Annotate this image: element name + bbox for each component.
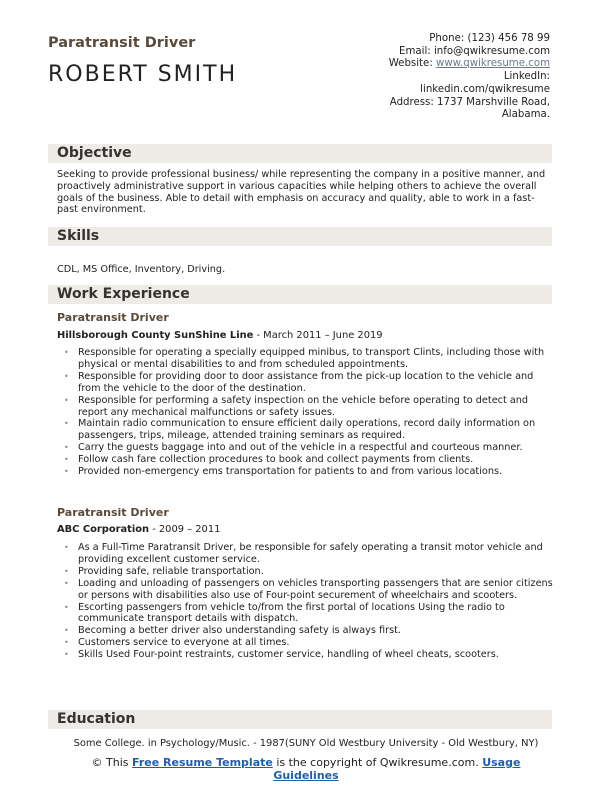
skills-text: CDL, MS Office, Inventory, Driving.: [57, 264, 226, 275]
list-item: • Responsible for providing door to door assistance from the pick-up location to the vehicle and from the vehicle to the door of the destination.: [57, 371, 557, 395]
contact-address-2: Alabama.: [501, 109, 550, 121]
footer-prefix: © This: [91, 756, 133, 769]
job-1-dates: - March 2011 – June 2019: [253, 330, 383, 341]
contact-address: Address: 1737 Marshville Road,: [389, 96, 550, 108]
list-item: • Loading and unloading of passengers on vehicles transporting passengers that are senior citizens or persons with disabilities also use of Four-point securement of wheelchairs and scooters.: [57, 578, 557, 602]
list-item: • Follow cash fare collection procedures to book and collect payments from clients.: [57, 454, 557, 466]
contact-linkedin: linkedin.com/qwikresume: [420, 83, 550, 95]
footer-middle: is the copyright of Qwikresume.com.: [272, 756, 483, 769]
work-experience-header: [48, 285, 552, 304]
objective-header: [48, 144, 552, 163]
skills-heading: Skills: [57, 228, 100, 244]
education-heading: Education: [57, 711, 136, 727]
contact-phone: Phone: (123) 456 78 99: [429, 33, 550, 44]
job-2-dates: - 2009 – 2011: [149, 524, 221, 535]
list-item: • Responsible for operating a specially equipped minibus, to transport Clints, including those with physical or mental disabilities to and from scheduled appointments.: [57, 347, 557, 371]
list-item: • Customers service to everyone at all times.: [57, 637, 557, 649]
list-item: • Providing safe, reliable transportation.: [57, 566, 557, 578]
job-1-title: Paratransit Driver: [57, 311, 169, 324]
job-1-bullets: [57, 347, 557, 478]
objective-text: Seeking to provide professional business/ while representing the company in a positive manner, and proactively administrative support in various capacities while helping others to achieve the overall goals of the business. Able to detail with emphasis on accuracy and quality, able to work in a fast-past environment.: [57, 169, 546, 216]
work-experience-heading: Work Experience: [57, 286, 190, 302]
candidate-name: ROBERT SMITH: [48, 62, 238, 87]
list-item: • Becoming a better driver also understanding safety is always first.: [57, 625, 557, 637]
job-2-bullets: [57, 542, 557, 661]
contact-website: [330, 58, 550, 71]
free-resume-template-link[interactable]: Free Resume Template: [132, 756, 273, 769]
list-item: • Escorting passengers from vehicle to/from the first portal of locations Using the radio to communicate transport details with dispatch.: [57, 602, 557, 626]
education-text: Some College. in Psychology/Music. - 1987(SUNY Old Westbury University - Old Westbury, NY): [73, 738, 539, 749]
list-item: • Maintain radio communication to ensure efficient daily operations, record daily information on passengers, trips, mileage, attended training seminars as required.: [57, 418, 557, 442]
copyright-footer: [60, 756, 552, 782]
job-2-title: Paratransit Driver: [57, 506, 169, 519]
job-1-employer-line: [57, 330, 383, 341]
job-2-employer-line: [57, 524, 220, 535]
list-item: • Skills Used Four-point restraints, customer service, handling of wheel cheats, scooters.: [57, 649, 557, 661]
job-title: Paratransit Driver: [48, 35, 196, 51]
website-label: Website:: [388, 58, 436, 70]
list-item: • Responsible for performing a safety inspection on the vehicle before operating to detect and report any mechanical malfunctions or safety issues.: [57, 395, 557, 419]
list-item: • Provided non-emergency ems transportation for patients to and from various locations.: [57, 466, 557, 478]
website-link[interactable]: www.qwikresume.com: [435, 58, 550, 70]
job-2-employer: ABC Corporation: [57, 524, 150, 535]
contact-linkedin-label: LinkedIn:: [503, 71, 550, 83]
job-1-employer: Hillsborough County SunShine Line: [57, 330, 254, 341]
list-item: • As a Full-Time Paratransit Driver, be responsible for safely operating a transit motor vehicle and providing excellent customer service.: [57, 542, 557, 566]
contact-block: [330, 33, 550, 122]
education-header: [48, 710, 552, 729]
list-item: • Carry the guests baggage into and out of the vehicle in a respectful and courteous manner.: [57, 442, 557, 454]
contact-email: Email: info@qwikresume.com: [399, 45, 550, 57]
objective-heading: Objective: [57, 145, 132, 161]
skills-header: [48, 227, 552, 246]
usage-guidelines-link[interactable]: Usage Guidelines: [273, 756, 521, 782]
